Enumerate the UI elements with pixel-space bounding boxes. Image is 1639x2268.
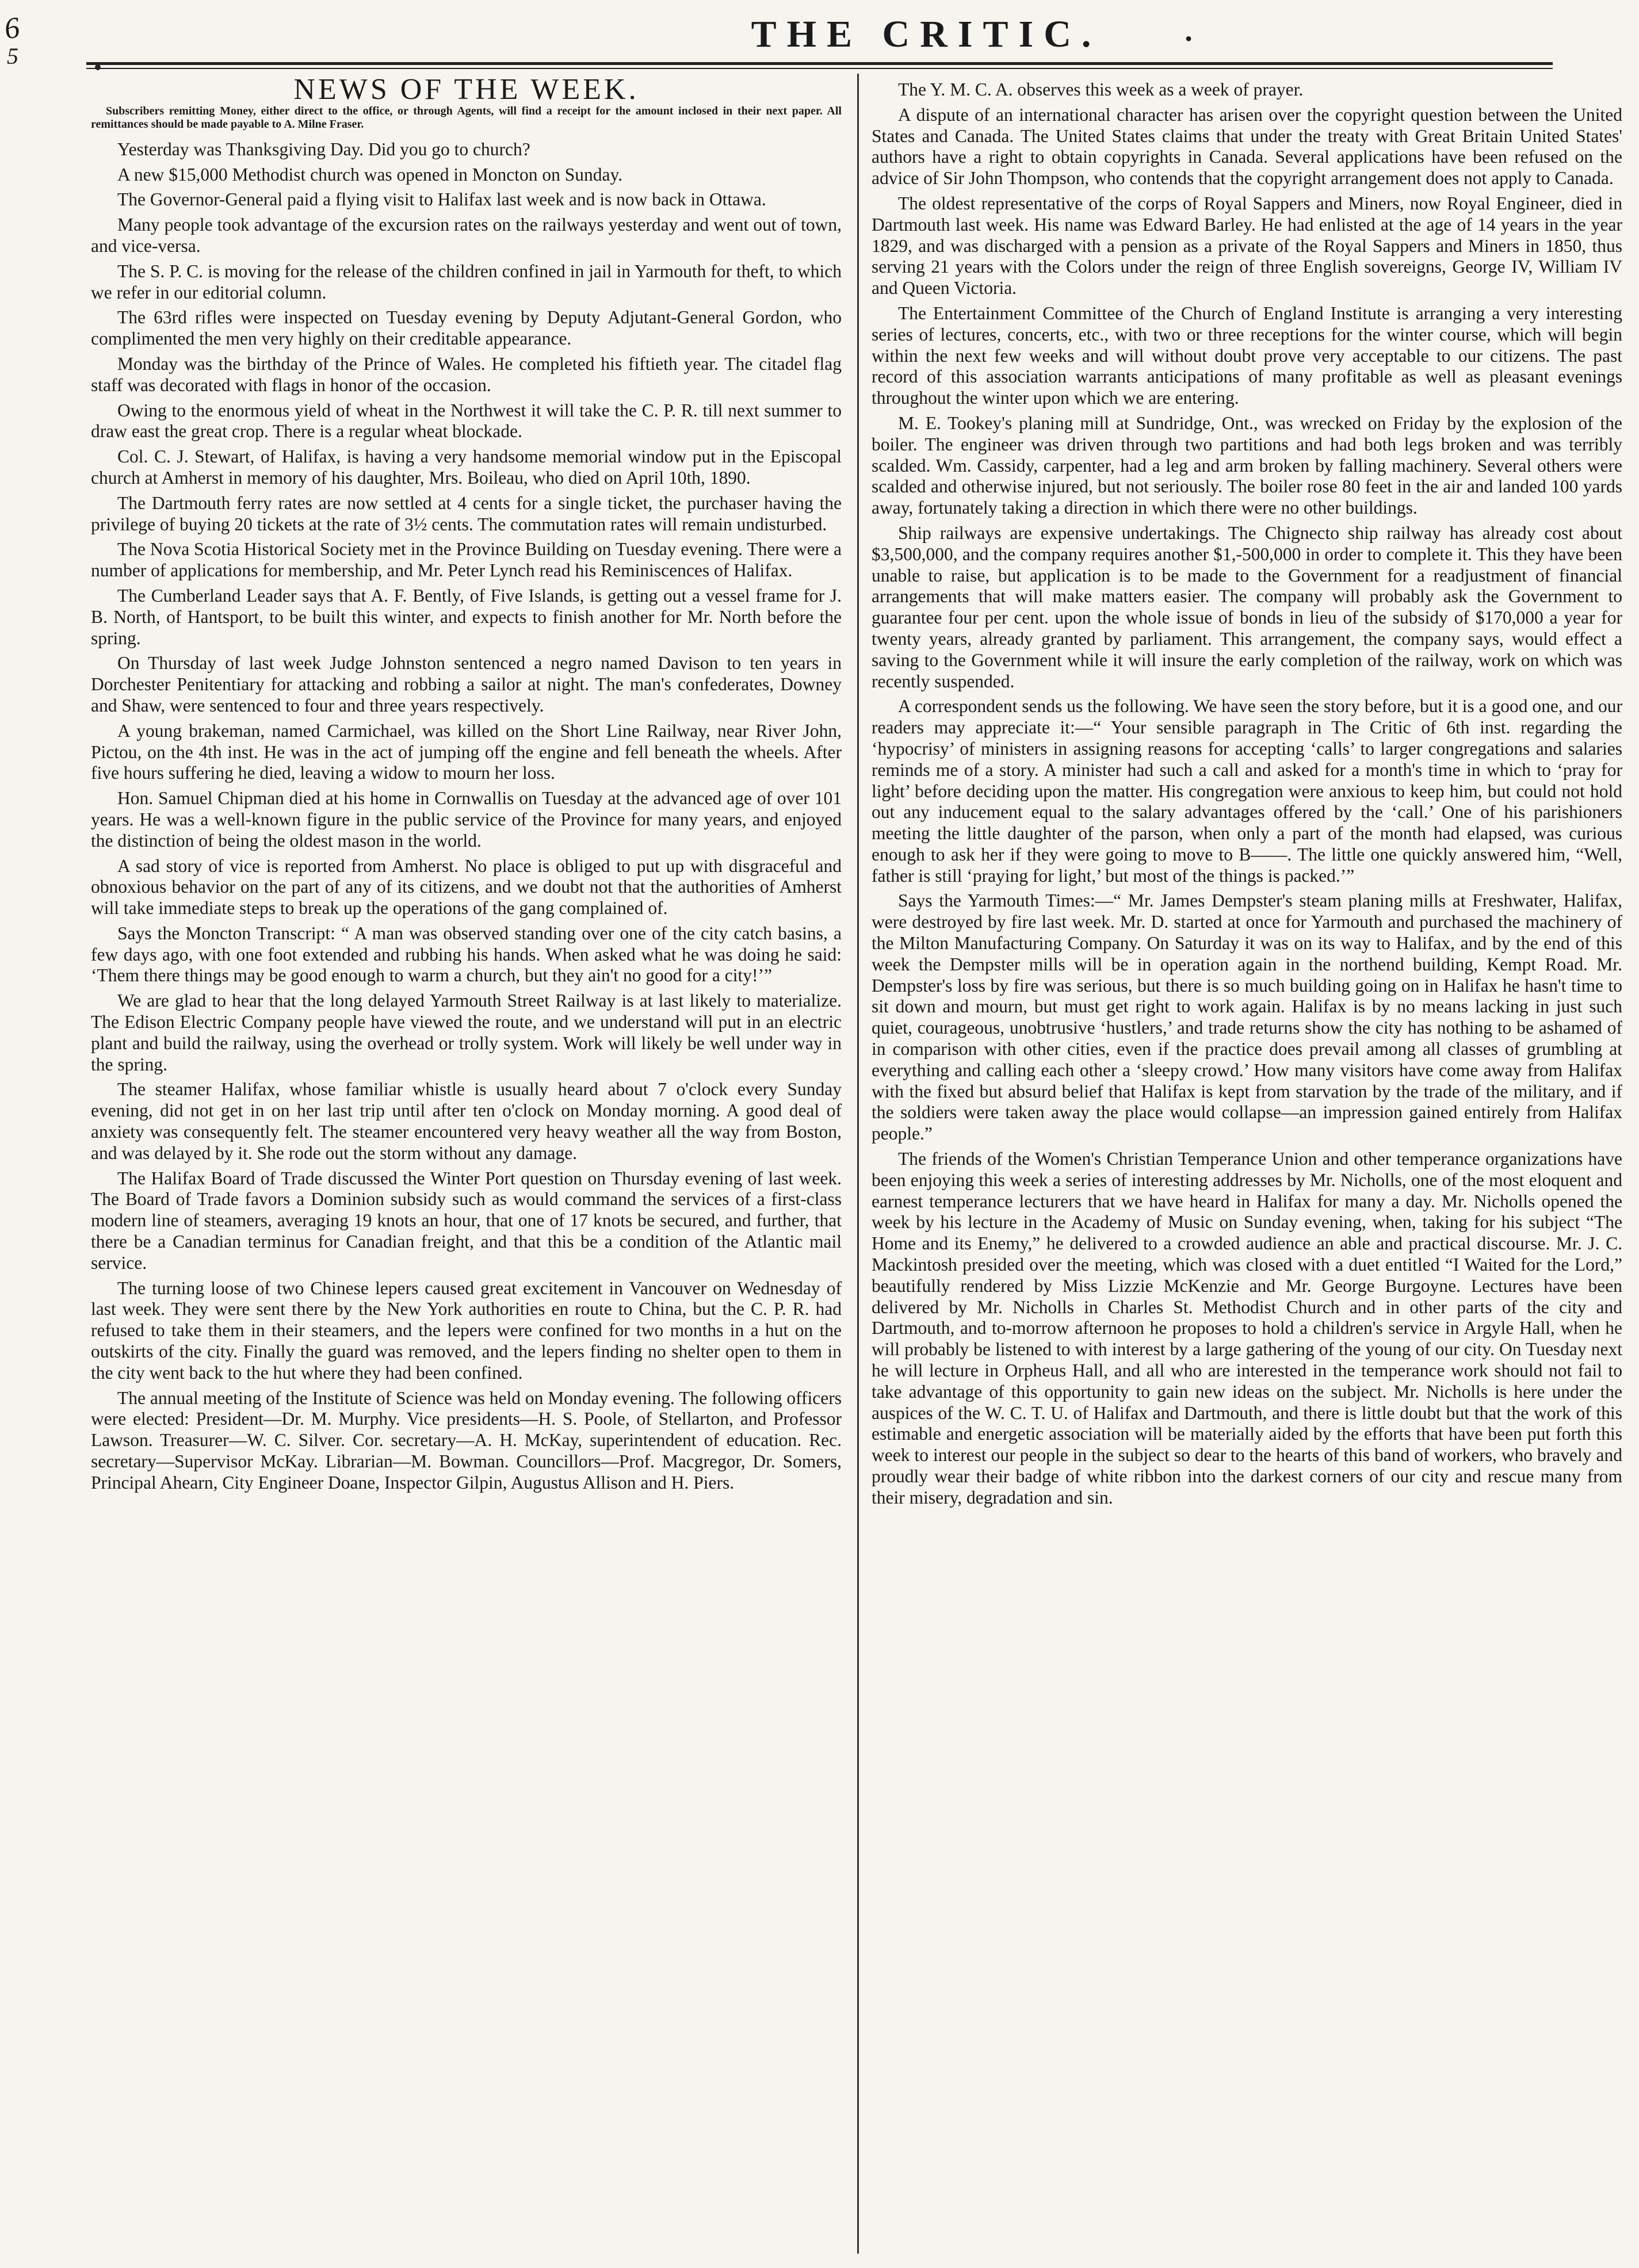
news-paragraph: The friends of the Women's Christian Temperance Union and other temperance organizations have been enjoying this week a series of interesting addresses by Mr. Nicholls, one of the most eloquent and earnest temperance lecturers that we have heard in Halifax for many a day. Mr. Nicholls opened the week by his lecture in the Academy of Music on Sunday evening, when, taking for his subject “The Home and its Enemy,” he delivered to a crowded audience an able and practical discourse. Mr. J. C. Mackintosh presided over the meeting, which was closed with a duet entitled “I Waited for the Lord,” beautifully rendered by Miss Lizzie McKenzie and Mr. George Burgoyne. Lectures have been delivered by Mr. Nicholls in Charles St. Methodist Church and in other parts of the city and Dartmouth, and to-morrow afternoon he proposes to hold a children's service in Argyle Hall, when he will probably be listened to with interest by a large gathering of the young of our city. On Tuesday next he will lecture in Orpheus Hall, and all who are interested in the temperance work should not fail to take advantage of this opportunity to gain new ideas on the subject. Mr. Nicholls is here under the auspices of the W. C. T. U. of Halifax and Dartmouth, and there is little doubt but that the work of this estimable and energetic association will be materially aided by the efforts that have been put forth this week to interest our people in the subject so dear to the hearts of this band of workers, who bravely and proudly wear their badge of white ribbon into the darkest corners of our city and rescue many from their misery, degradation and sin. xyxy=(872,1149,1622,1508)
news-paragraph: The Halifax Board of Trade discussed the Winter Port question on Thursday evening of last week. The Board of Trade favors a Dominion subsidy such as would command the services of a first-class modern line of steamers, averaging 19 knots an hour, that one of 17 knots be secured, and further, that there be a Canadian terminus for Canadian freight, and that this be a condition of the Atlantic mail service. xyxy=(91,1168,842,1273)
news-paragraph: Ship railways are expensive undertakings. The Chignecto ship railway has already cost about $3,500,000, and the company requires another $1,-500,000 in order to complete it. This they have been unable to raise, but application is to be made to the Government for a readjustment of financial arrangements that will make matters easier. The company will probably ask the Government to guarantee four per cent. upon the whole issue of bonds in lieu of the subsidy of $170,000 a year for twenty years, already granted by parliament. This arrangement, the company says, would effect a saving to the Government while it will insure the early completion of the railway, work on which was recently suspended. xyxy=(872,522,1622,691)
news-paragraph: The steamer Halifax, whose familiar whistle is usually heard about 7 o'clock every Sunday evening, did not get in on her last trip until after ten o'clock on Monday morning. A good deal of anxiety was consequently felt. The steamer encountered very heavy weather all the way from Boston, and was delayed by it. She rode out the storm without any damage. xyxy=(91,1079,842,1163)
news-paragraph: The oldest representative of the corps of Royal Sappers and Miners, now Royal Engineer, died in Dartmouth last week. His name was Edward Barley. He had enlisted at the age of 14 years in the year 1829, and was discharged with a pension as a private of the Royal Sappers and Miners in 1850, thus serving 21 years with the Colors under the reign of three English sovereigns, George IV, William IV and Queen Victoria. xyxy=(872,193,1622,299)
column-divider xyxy=(857,74,859,2254)
news-paragraph: The Dartmouth ferry rates are now settled at 4 cents for a single ticket, the purchaser having the privilege of buying 20 tickets at the rate of 3½ cents. The commutation rates will remain undisturbed. xyxy=(91,492,842,534)
right-column xyxy=(872,79,1622,1513)
news-paragraph: M. E. Tookey's planing mill at Sundridge, Ont., was wrecked on Friday by the explosion of the boiler. The engineer was driven through two partitions and had both legs broken and was terribly scalded. Wm. Cassidy, carpenter, had a leg and arm broken by falling machinery. Several others were scalded and otherwise injured, but not seriously. The boiler rose 80 feet in the air and landed 100 yards away, fortunately taking a direction in which there were no other buildings. xyxy=(872,412,1622,518)
masthead-rule-thin xyxy=(86,68,1553,69)
news-paragraph: The annual meeting of the Institute of Science was held on Monday evening. The following officers were elected: President—Dr. M. Murphy. Vice presidents—H. S. Poole, of Stellarton, and Professor Lawson. Treasurer—W. C. Silver. Cor. secretary—A. H. McKay, superintendent of education. Rec. secretary—Supervisor McKay. Librarian—M. Bowman. Councillors—Prof. Macgregor, Dr. Somers, Principal Ahearn, City Engineer Doane, Inspector Gilpin, Augustus Allison and H. Piers. xyxy=(91,1387,842,1493)
news-paragraph: The Governor-General paid a flying visit to Halifax last week and is now back in Ottawa. xyxy=(117,189,766,210)
news-paragraph: Yesterday was Thanksgiving Day. Did you go to church? xyxy=(117,139,530,159)
news-paragraph: Col. C. J. Stewart, of Halifax, is having a very handsome memorial window put in the Episcopal church at Amherst in memory of his daughter, Mrs. Boileau, who died on April 10th, 1890. xyxy=(91,446,842,488)
section-title: NEWS OF THE WEEK. xyxy=(293,73,639,106)
left-column xyxy=(91,73,842,1498)
news-paragraph: Hon. Samuel Chipman died at his home in Cornwallis on Tuesday at the advanced age of over 101 years. He was a well-known figure in the public service of the Province for many years, and enjoyed the distinction of being the oldest mason in the world. xyxy=(91,788,842,851)
news-paragraph: The Y. M. C. A. observes this week as a week of prayer. xyxy=(898,79,1304,100)
masthead-title: THE CRITIC. xyxy=(751,13,1102,55)
speck-mark xyxy=(95,64,101,70)
page-mark: 6 xyxy=(2,11,22,46)
news-paragraph: Monday was the birthday of the Prince of Wales. He completed his fiftieth year. The citadel flag staff was decorated with flags in honor of the occasion. xyxy=(91,353,842,395)
news-paragraph: A dispute of an international character has arisen over the copyright question between the United States and Canada. The United States claims that under the treaty with Great Britain United States' authors have a right to obtain copyrights in Canada. Several applications have been refused on the advice of Sir John Thompson, who contends that the copyright arrangement does not apply to Canada. xyxy=(872,104,1622,189)
news-paragraph: On Thursday of last week Judge Johnston sentenced a negro named Davison to ten years in Dorchester Penitentiary for attacking and robbing a sailor at night. The man's confederates, Downey and Shaw, were sentenced to four and three years respectively. xyxy=(91,653,842,716)
news-paragraph: The turning loose of two Chinese lepers caused great excitement in Vancouver on Wednesday of last week. They were sent there by the New York authorities en route to China, but the C. P. R. had refused to take them in their steamers, and the lepers were confined for two months in a hut on the outskirts of the city. Finally the guard was removed, and the lepers finding no shelter open to them in the city went back to the hut where they had been confined. xyxy=(91,1278,842,1383)
news-paragraph: We are glad to hear that the long delayed Yarmouth Street Railway is at last likely to materialize. The Edison Electric Company people have viewed the route, and we understand will put in an electric plant and build the railway, using the overhead or trolly system. Work will likely be well under way in the spring. xyxy=(91,990,842,1074)
masthead-rule xyxy=(86,62,1553,65)
news-paragraph: The Nova Scotia Historical Society met in the Province Building on Tuesday evening. There were a number of applications for membership, and Mr. Peter Lynch read his Reminiscences of Halifax. xyxy=(91,539,842,581)
speck-mark: ● xyxy=(1185,32,1193,45)
news-paragraph: The Entertainment Committee of the Church of England Institute is arranging a very interesting series of lectures, concerts, etc., with two or three receptions for the winter course, which will begin within the next few weeks and will without doubt prove very acceptable to our citizens. The past record of this association warrants anticipations of many profitable as well as pleasant evenings throughout the winter upon which we are entering. xyxy=(872,303,1622,408)
news-paragraph: The S. P. C. is moving for the release of the children confined in jail in Yarmouth for theft, to which we refer in our editorial column. xyxy=(91,261,842,303)
news-paragraph: A new $15,000 Methodist church was opened in Moncton on Sunday. xyxy=(117,164,623,185)
news-paragraph: The 63rd rifles were inspected on Tuesday evening by Deputy Adjutant-General Gordon, who complimented the men very highly on their creditable appearance. xyxy=(91,307,842,349)
news-paragraph: Owing to the enormous yield of wheat in the Northwest it will take the C. P. R. till next summer to draw east the great crop. There is a regular wheat blockade. xyxy=(91,400,842,442)
subscriber-notice: Subscribers remitting Money, either direct to the office, or through Agents, will find a receipt for the amount inclosed in their next paper. All remittances should be made payable to A. Milne Fraser. xyxy=(91,104,842,131)
news-paragraph: A correspondent sends us the following. We have seen the story before, but it is a good one, and our readers may appreciate it:—“ Your sensible paragraph in The Critic of 6th inst. regarding the ‘hypocrisy’ of ministers in assigning reasons for accepting ‘calls’ to larger congregations and salaries reminds me of a story. A minister had such a call and asked for a month's time in which to ‘pray for light’ before deciding upon the matter. His congregation were anxious to keep him, but could not hold out any inducement equal to the salary advantages offered by the ‘call.’ One of his parishioners meeting the little daughter of the parson, when only a part of the month had elapsed, was curious enough to ask her if they were going to move to B——. The little one quickly answered him, “Well, father is still ‘praying for light,’ but most of the things is packed.’” xyxy=(872,696,1622,886)
news-paragraph: Says the Yarmouth Times:—“ Mr. James Dempster's steam planing mills at Freshwater, Halifax, were destroyed by fire last week. Mr. D. started at once for Yarmouth and purchased the machinery of the Milton Manufacturing Company. On Saturday it was on its way to Halifax, and by the end of this week the Dempster mills will be in operation again in the northend building, Kempt Road. Mr. Dempster's loss by fire was serious, but there is so much building going on in Halifax he hasn't time to sit down and mourn, but must get right to work again. Halifax is by no means lacking in just such quiet, courageous, unobtrusive ‘hustlers,’ and trade returns show the city has nothing to be ashamed of in comparison with other cities, even if the practice does prevail among all classes of grumbling at everything and calling each other a ‘sleepy crowd.’ How many visitors have come away from Halifax with the fixed but absurd belief that Halifax is kept from starvation by the trade of the military, and if the soldiers were taken away the place would collapse—an impression gained entirely from Halifax people.” xyxy=(872,890,1622,1144)
news-paragraph: A young brakeman, named Carmichael, was killed on the Short Line Railway, near River John, Pictou, on the 4th inst. He was in the act of jumping off the engine and fell beneath the wheels. After five hours suffering he died, leaving a widow to mourn her loss. xyxy=(91,720,842,783)
page-mark-2: 5 xyxy=(7,43,18,69)
news-paragraph: Says the Moncton Transcript: “ A man was observed standing over one of the city catch basins, a few days ago, with one foot extended and rubbing his hands. When asked what he was doing he said: ‘Them there things may be good enough to warm a church, but they ain't no good for a city!’” xyxy=(91,923,842,986)
news-paragraph: The Cumberland Leader says that A. F. Bently, of Five Islands, is getting out a vessel frame for J. B. North, of Hantsport, to be built this winter, and expects to finish another for Mr. North before the spring. xyxy=(91,585,842,648)
news-paragraph: Many people took advantage of the excursion rates on the railways yesterday and went out of town, and vice-versa. xyxy=(91,215,842,256)
news-paragraph: A sad story of vice is reported from Amherst. No place is obliged to put up with disgraceful and obnoxious behavior on the part of any of its citizens, and we doubt not that the authorities of Amherst will take immediate steps to break up the operations of the gang complained of. xyxy=(91,855,842,919)
